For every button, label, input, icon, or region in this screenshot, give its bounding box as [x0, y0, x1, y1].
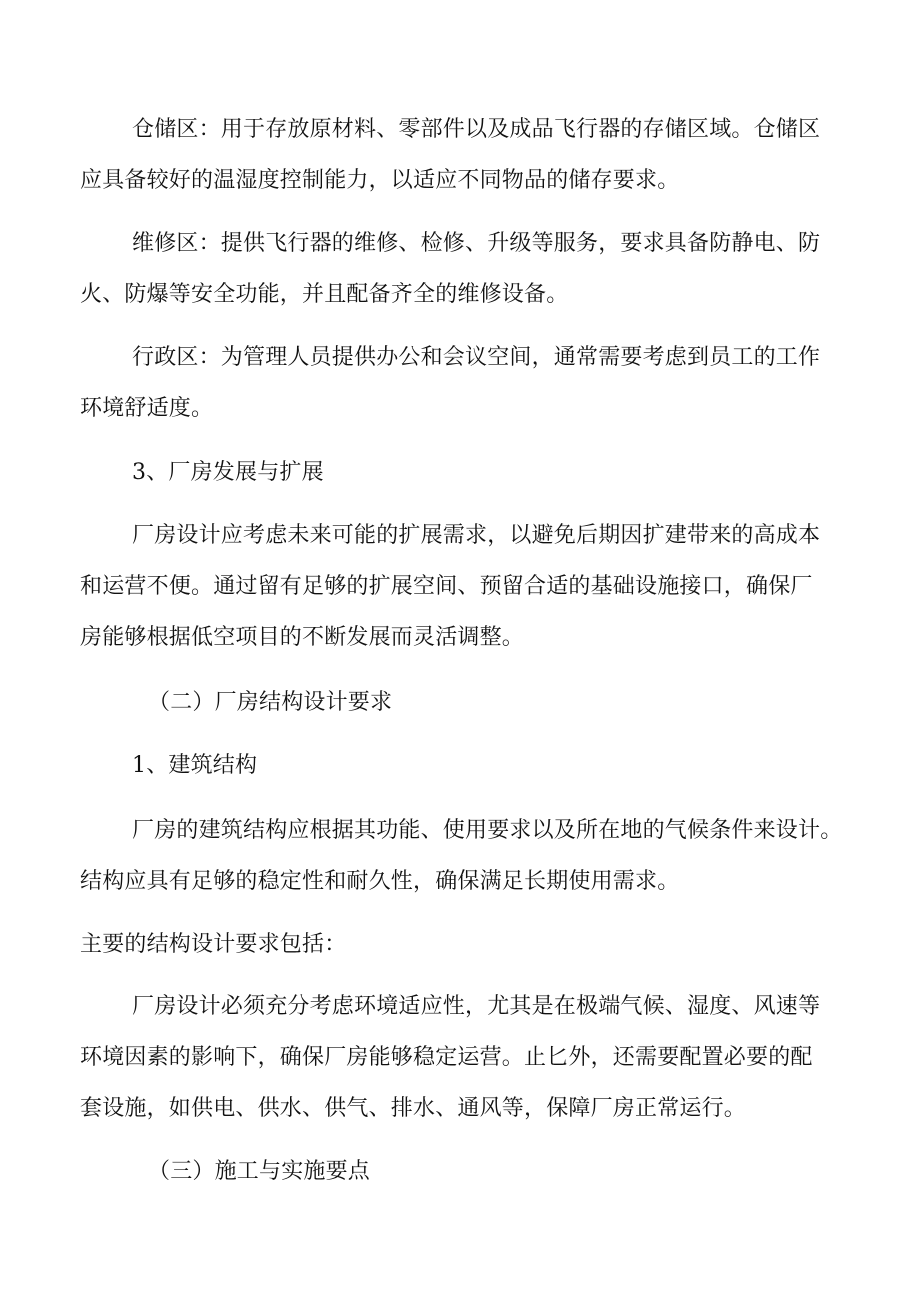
paragraph-warehouse [80, 104, 821, 206]
text-line: 结构应具有足够的稳定性和耐久性，确保满足长期使用需求。 [80, 869, 680, 894]
paragraph-environment [80, 981, 821, 1134]
text-line: 主要的结构设计要求包括： [80, 932, 347, 957]
text-line: 房能够根据低空项目的不断发展而灵活调整。 [80, 625, 525, 650]
text-line: 厂房的建筑结构应根据其功能、使用要求以及所在地的气候条件来设计。 [132, 818, 843, 843]
text-line: 环境因素的影响下，确保厂房能够稳定运营。止匕外，还需要配置必要的配 [80, 1045, 813, 1070]
heading-text: （二）厂房结构设计要求 [148, 690, 393, 715]
text-line: 行政区：为管理人员提供办公和会议空间，通常需要考虑到员工的工作 [132, 345, 821, 370]
heading-section-2 [148, 677, 392, 728]
heading-factory-expansion [132, 447, 324, 498]
text-line: 仓储区：用于存放原材料、零部件以及成品飞行器的存储区域。仓储区 [132, 117, 821, 142]
paragraph-maintenance [80, 218, 821, 320]
text-line: 和运营不便。通过留有足够的扩展空间、预留合适的基础设施接口，确保厂 [80, 574, 813, 599]
paragraph-expansion [80, 510, 821, 663]
paragraph-main-requirements [80, 919, 346, 970]
text-line: 应具备较好的温湿度控制能力，以适应不同物品的储存要求。 [80, 168, 680, 193]
paragraph-structure [80, 805, 843, 907]
heading-text: 3、厂房发展与扩展 [132, 460, 324, 485]
paragraph-admin [80, 332, 821, 434]
text-line: 火、防爆等安全功能，并且配备齐全的维修设备。 [80, 282, 569, 307]
text-line: 套设施，如供电、供水、供气、排水、通风等，保障厂房正常运行。 [80, 1096, 747, 1121]
text-line: 厂房设计必须充分考虑环境适应性，尤其是在极端气候、湿度、风速等 [132, 994, 821, 1019]
heading-text: 1、建筑结构 [132, 753, 258, 778]
text-line: 环境舒适度。 [80, 396, 214, 421]
heading-section-3 [148, 1146, 370, 1197]
heading-text: （三）施工与实施要点 [148, 1159, 371, 1184]
text-line: 维修区：提供飞行器的维修、检修、升级等服务，要求具备防静电、防 [132, 231, 821, 256]
heading-building-structure [132, 740, 257, 791]
text-line: 厂房设计应考虑未来可能的扩展需求，以避免后期因扩建带来的高成本 [132, 523, 821, 548]
